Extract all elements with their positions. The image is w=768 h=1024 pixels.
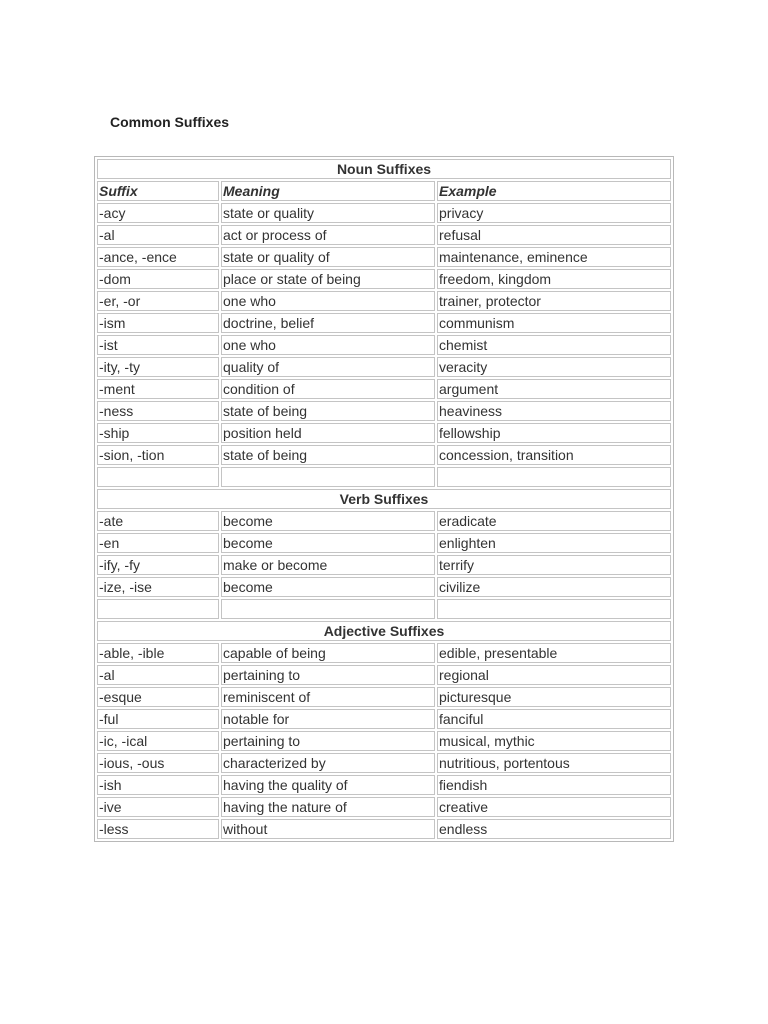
empty-cell <box>97 599 219 619</box>
suffix-cell: -ance, -ence <box>97 247 219 267</box>
section-header: Verb Suffixes <box>97 489 671 509</box>
empty-row <box>97 467 671 487</box>
meaning-cell: act or process of <box>221 225 435 245</box>
suffix-table-body <box>97 159 671 839</box>
table-row <box>97 291 671 311</box>
example-cell: heaviness <box>437 401 671 421</box>
example-cell: trainer, protector <box>437 291 671 311</box>
meaning-cell: quality of <box>221 357 435 377</box>
column-header-suffix: Suffix <box>97 181 219 201</box>
example-cell: endless <box>437 819 671 839</box>
suffix-cell: -ate <box>97 511 219 531</box>
section-header-row <box>97 489 671 509</box>
suffix-cell: -sion, -tion <box>97 445 219 465</box>
table-row <box>97 401 671 421</box>
table-row <box>97 247 671 267</box>
suffix-cell: -dom <box>97 269 219 289</box>
table-row <box>97 357 671 377</box>
table-row <box>97 819 671 839</box>
suffix-cell: -esque <box>97 687 219 707</box>
suffix-cell: -ize, -ise <box>97 577 219 597</box>
meaning-cell: having the nature of <box>221 797 435 817</box>
suffix-cell: -al <box>97 665 219 685</box>
table-row <box>97 753 671 773</box>
example-cell: fellowship <box>437 423 671 443</box>
suffix-cell: -en <box>97 533 219 553</box>
suffix-cell: -ity, -ty <box>97 357 219 377</box>
table-row <box>97 335 671 355</box>
suffix-cell: -ify, -fy <box>97 555 219 575</box>
example-cell: privacy <box>437 203 671 223</box>
example-cell: enlighten <box>437 533 671 553</box>
meaning-cell: capable of being <box>221 643 435 663</box>
meaning-cell: pertaining to <box>221 665 435 685</box>
table-row <box>97 709 671 729</box>
meaning-cell: characterized by <box>221 753 435 773</box>
meaning-cell: condition of <box>221 379 435 399</box>
meaning-cell: make or become <box>221 555 435 575</box>
example-cell: creative <box>437 797 671 817</box>
table-row <box>97 577 671 597</box>
meaning-cell: having the quality of <box>221 775 435 795</box>
meaning-cell: state or quality <box>221 203 435 223</box>
column-header-example: Example <box>437 181 671 201</box>
example-cell: eradicate <box>437 511 671 531</box>
example-cell: concession, transition <box>437 445 671 465</box>
page-title: Common Suffixes <box>110 114 230 130</box>
suffix-cell: -ious, -ous <box>97 753 219 773</box>
table-row <box>97 687 671 707</box>
empty-cell <box>437 467 671 487</box>
table-row <box>97 511 671 531</box>
example-cell: fiendish <box>437 775 671 795</box>
meaning-cell: one who <box>221 291 435 311</box>
empty-cell <box>437 599 671 619</box>
example-cell: maintenance, eminence <box>437 247 671 267</box>
example-cell: picturesque <box>437 687 671 707</box>
meaning-cell: position held <box>221 423 435 443</box>
section-header: Noun Suffixes <box>97 159 671 179</box>
example-cell: terrify <box>437 555 671 575</box>
suffix-cell: -er, -or <box>97 291 219 311</box>
table-row <box>97 203 671 223</box>
meaning-cell: doctrine, belief <box>221 313 435 333</box>
example-cell: civilize <box>437 577 671 597</box>
empty-cell <box>97 467 219 487</box>
table-row <box>97 643 671 663</box>
column-header-row <box>97 181 671 201</box>
table-row <box>97 665 671 685</box>
suffix-table-frame <box>94 156 674 842</box>
table-row <box>97 269 671 289</box>
suffix-cell: -less <box>97 819 219 839</box>
suffix-cell: -ment <box>97 379 219 399</box>
example-cell: veracity <box>437 357 671 377</box>
suffix-cell: -ism <box>97 313 219 333</box>
meaning-cell: pertaining to <box>221 731 435 751</box>
meaning-cell: notable for <box>221 709 435 729</box>
example-cell: freedom, kingdom <box>437 269 671 289</box>
table-row <box>97 731 671 751</box>
empty-cell <box>221 467 435 487</box>
suffix-cell: -able, -ible <box>97 643 219 663</box>
meaning-cell: become <box>221 511 435 531</box>
empty-cell <box>221 599 435 619</box>
meaning-cell: state of being <box>221 401 435 421</box>
suffix-cell: -ist <box>97 335 219 355</box>
suffix-cell: -ic, -ical <box>97 731 219 751</box>
suffix-cell: -ish <box>97 775 219 795</box>
suffix-cell: -al <box>97 225 219 245</box>
section-header-row <box>97 159 671 179</box>
example-cell: fanciful <box>437 709 671 729</box>
suffix-cell: -ness <box>97 401 219 421</box>
meaning-cell: place or state of being <box>221 269 435 289</box>
meaning-cell: state of being <box>221 445 435 465</box>
table-row <box>97 555 671 575</box>
suffix-cell: -ive <box>97 797 219 817</box>
table-row <box>97 313 671 333</box>
meaning-cell: reminiscent of <box>221 687 435 707</box>
meaning-cell: without <box>221 819 435 839</box>
table-row <box>97 379 671 399</box>
empty-row <box>97 599 671 619</box>
column-header-meaning: Meaning <box>221 181 435 201</box>
meaning-cell: become <box>221 577 435 597</box>
example-cell: chemist <box>437 335 671 355</box>
table-row <box>97 225 671 245</box>
section-header-row <box>97 621 671 641</box>
meaning-cell: state or quality of <box>221 247 435 267</box>
meaning-cell: become <box>221 533 435 553</box>
table-row <box>97 423 671 443</box>
meaning-cell: one who <box>221 335 435 355</box>
example-cell: nutritious, portentous <box>437 753 671 773</box>
table-row <box>97 445 671 465</box>
example-cell: musical, mythic <box>437 731 671 751</box>
example-cell: communism <box>437 313 671 333</box>
suffix-table <box>95 157 673 841</box>
suffix-cell: -ship <box>97 423 219 443</box>
suffix-cell: -acy <box>97 203 219 223</box>
table-row <box>97 797 671 817</box>
example-cell: regional <box>437 665 671 685</box>
suffix-cell: -ful <box>97 709 219 729</box>
section-header: Adjective Suffixes <box>97 621 671 641</box>
example-cell: refusal <box>437 225 671 245</box>
example-cell: argument <box>437 379 671 399</box>
table-row <box>97 533 671 553</box>
table-row <box>97 775 671 795</box>
example-cell: edible, presentable <box>437 643 671 663</box>
